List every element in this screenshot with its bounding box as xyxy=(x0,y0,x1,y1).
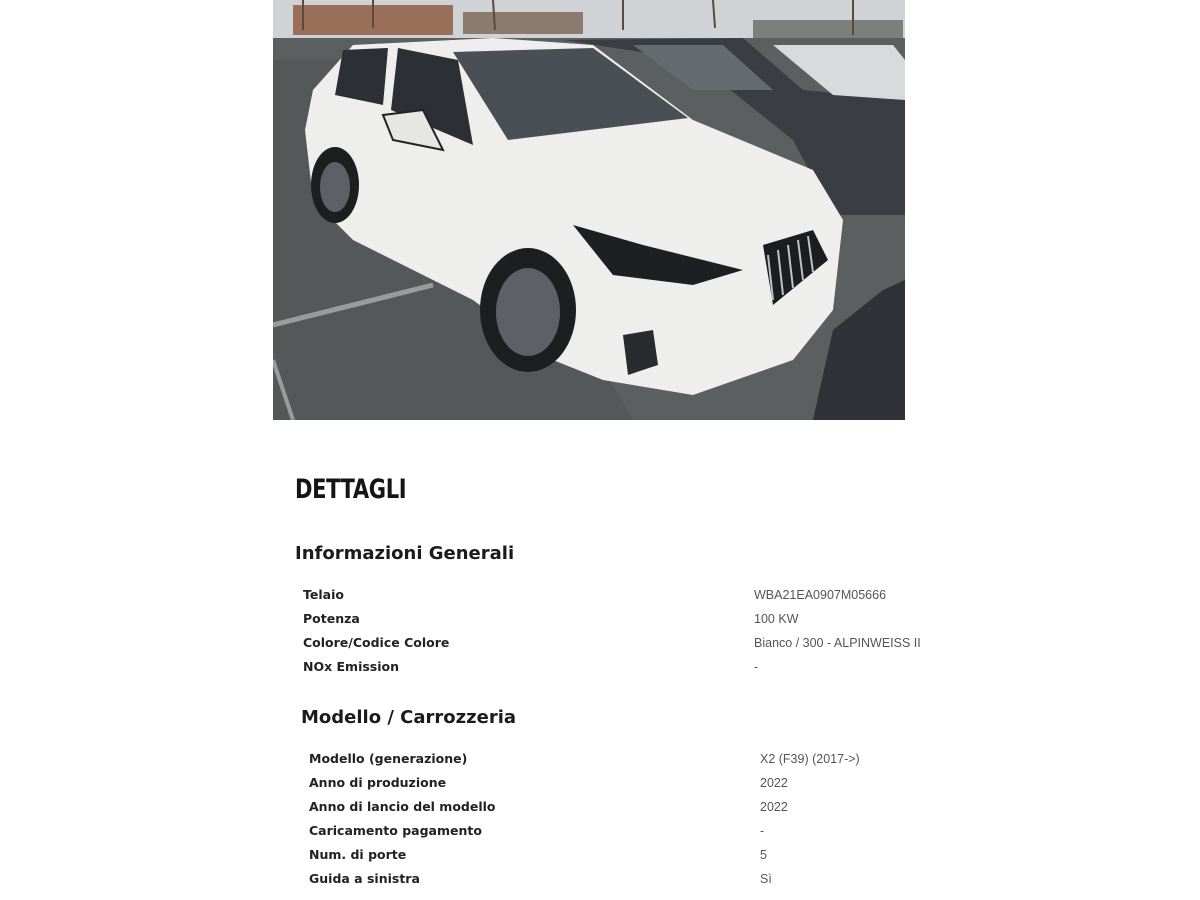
detail-row xyxy=(309,797,949,821)
detail-row xyxy=(309,821,949,845)
detail-value: - xyxy=(754,660,759,674)
detail-value: Sì xyxy=(760,872,772,886)
detail-label: Modello (generazione) xyxy=(309,751,468,766)
detail-value: - xyxy=(760,824,765,838)
detail-value: 2022 xyxy=(760,776,788,790)
detail-label: Potenza xyxy=(303,611,360,626)
section-title-model: Modello / Carrozzeria xyxy=(301,707,517,728)
detail-label: Anno di lancio del modello xyxy=(309,799,496,814)
general-info-list xyxy=(303,585,943,681)
detail-row xyxy=(303,633,943,657)
detail-label: Colore/Codice Colore xyxy=(303,635,450,650)
detail-row xyxy=(303,585,943,609)
page-title: DETTAGLI xyxy=(295,474,407,505)
detail-value: 5 xyxy=(760,848,767,862)
detail-value: 100 KW xyxy=(754,612,799,626)
car-photo[interactable] xyxy=(273,0,905,420)
detail-row xyxy=(303,609,943,633)
detail-row xyxy=(303,657,943,681)
detail-value: X2 (F39) (2017->) xyxy=(760,752,860,766)
detail-label: NOx Emission xyxy=(303,659,400,674)
detail-value: 2022 xyxy=(760,800,788,814)
detail-row xyxy=(309,845,949,869)
detail-value: WBA21EA0907M05666 xyxy=(754,588,887,602)
detail-label: Telaio xyxy=(303,587,344,602)
detail-label: Anno di produzione xyxy=(309,775,447,790)
detail-label: Caricamento pagamento xyxy=(309,823,482,838)
section-title-general: Informazioni Generali xyxy=(295,543,515,564)
detail-row xyxy=(309,869,949,893)
detail-row xyxy=(309,773,949,797)
detail-label: Guida a sinistra xyxy=(309,871,420,886)
model-info-list xyxy=(309,749,949,893)
detail-label: Num. di porte xyxy=(309,847,407,862)
detail-row xyxy=(309,749,949,773)
detail-value: Bianco / 300 - ALPINWEISS II xyxy=(754,636,921,650)
